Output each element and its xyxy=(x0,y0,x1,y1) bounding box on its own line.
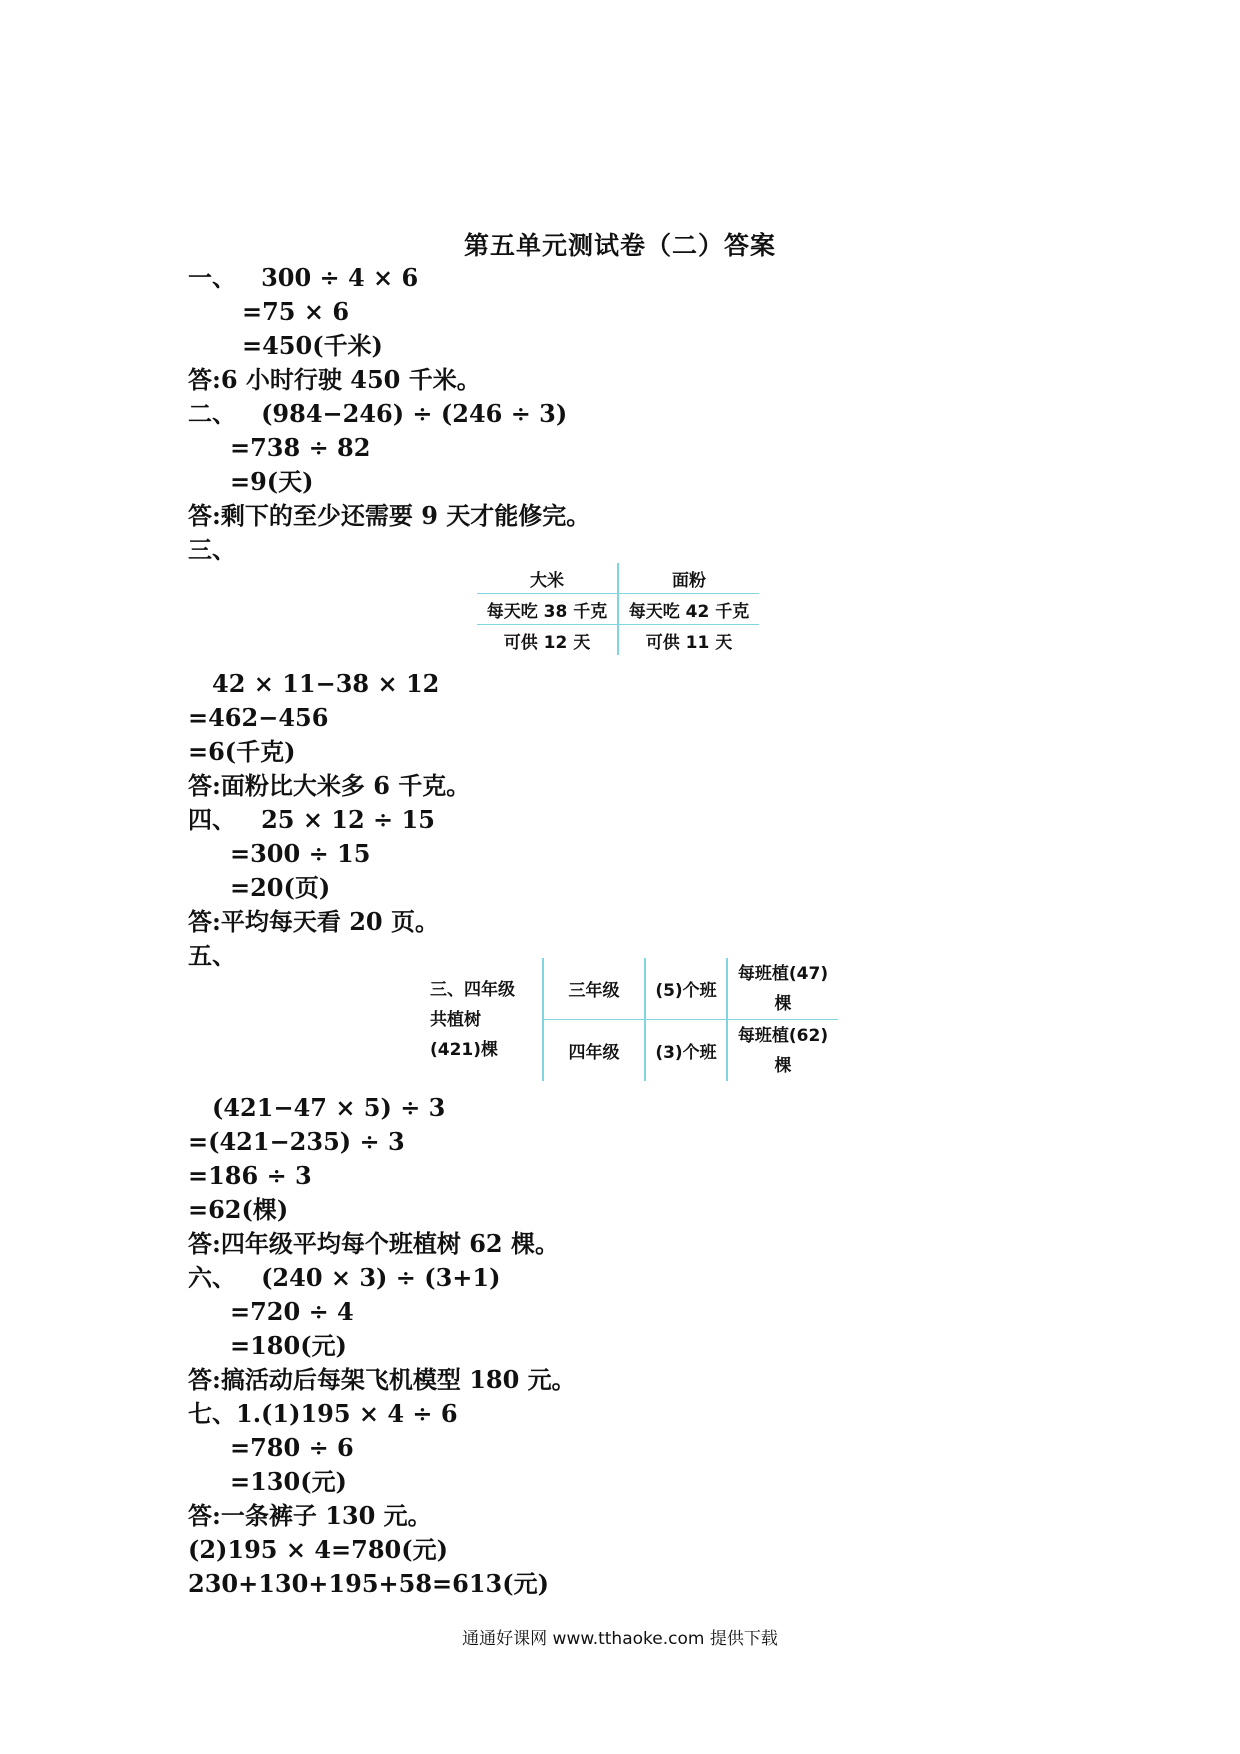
q7-answer: 答:一条裤子 130 元。 xyxy=(188,1501,432,1530)
rice-flour-table xyxy=(477,563,759,655)
table-header: 面粉 xyxy=(618,563,759,594)
q3-step-2: =6(千克) xyxy=(188,737,296,766)
q4-answer: 答:平均每天看 20 页。 xyxy=(188,907,439,936)
table-cell: 可供 11 天 xyxy=(645,632,733,653)
q2-answer: 答:剩下的至少还需要 9 天才能修完。 xyxy=(188,501,591,530)
q6-answer: 答:搞活动后每架飞机模型 180 元。 xyxy=(188,1365,576,1394)
tree-planting-table xyxy=(430,958,838,1081)
q4-expression: 四、 25 × 12 ÷ 15 xyxy=(188,805,435,834)
q6-step-1: =720 ÷ 4 xyxy=(230,1297,354,1326)
q5-step-1: =(421−235) ÷ 3 xyxy=(188,1127,405,1156)
q5-step-3: =62(棵) xyxy=(188,1195,289,1224)
q5-answer: 答:四年级平均每个班植树 62 棵。 xyxy=(188,1229,559,1258)
table-cell: 三年级 xyxy=(543,958,645,1020)
table-cell: 每班植(47) 棵 xyxy=(727,958,838,1020)
q2-step-2: =9(天) xyxy=(230,467,314,496)
footer-source: 通通好课网 www.tthaoke.com 提供下载 xyxy=(462,1629,778,1649)
table-cell: 四年级 xyxy=(543,1020,645,1082)
total-trees-cell: 三、四年级 共植树 (421)棵 xyxy=(430,979,515,1060)
q3-step-1: =462−456 xyxy=(188,703,329,732)
q1-step-2: =450(千米) xyxy=(242,331,383,360)
table-cell: 每天吃 38 千克 xyxy=(477,594,618,625)
q2-step-1: =738 ÷ 82 xyxy=(230,433,371,462)
q1-answer: 答:6 小时行驶 450 千米。 xyxy=(188,365,481,394)
table-cell: (5)个班 xyxy=(645,958,727,1020)
q7-part2-sum: 230+130+195+58=613(元) xyxy=(188,1569,549,1598)
q1-expression: 一、 300 ÷ 4 × 6 xyxy=(188,263,419,292)
q7-step-2: =130(元) xyxy=(230,1467,347,1496)
q7-part2-expression: (2)195 × 4=780(元) xyxy=(188,1535,448,1564)
q1-step-1: =75 × 6 xyxy=(242,297,350,326)
q5-expression: (421−47 × 5) ÷ 3 xyxy=(212,1093,446,1122)
table-cell: 可供 12 天 xyxy=(477,625,618,656)
q7-step-1: =780 ÷ 6 xyxy=(230,1433,354,1462)
page-title: 第五单元测试卷（二）答案 xyxy=(463,231,776,260)
q7-expression: 七、1.(1)195 × 4 ÷ 6 xyxy=(188,1399,458,1428)
q5-step-2: =186 ÷ 3 xyxy=(188,1161,312,1190)
q6-step-2: =180(元) xyxy=(230,1331,347,1360)
q4-step-1: =300 ÷ 15 xyxy=(230,839,371,868)
table-header: 大米 xyxy=(477,563,618,594)
table-cell: 每班植(62) 棵 xyxy=(727,1020,838,1082)
table-cell: 每天吃 42 千克 xyxy=(618,594,759,625)
q4-step-2: =20(页) xyxy=(230,873,331,902)
q2-expression: 二、 (984−246) ÷ (246 ÷ 3) xyxy=(188,399,568,428)
q6-expression: 六、 (240 × 3) ÷ (3+1) xyxy=(188,1263,501,1292)
table-cell: (3)个班 xyxy=(645,1020,727,1082)
q3-answer: 答:面粉比大米多 6 千克。 xyxy=(188,771,471,800)
q3-expression: 42 × 11−38 × 12 xyxy=(212,669,440,698)
q3-label: 三、 xyxy=(188,535,236,564)
q5-label: 五、 xyxy=(188,941,236,970)
